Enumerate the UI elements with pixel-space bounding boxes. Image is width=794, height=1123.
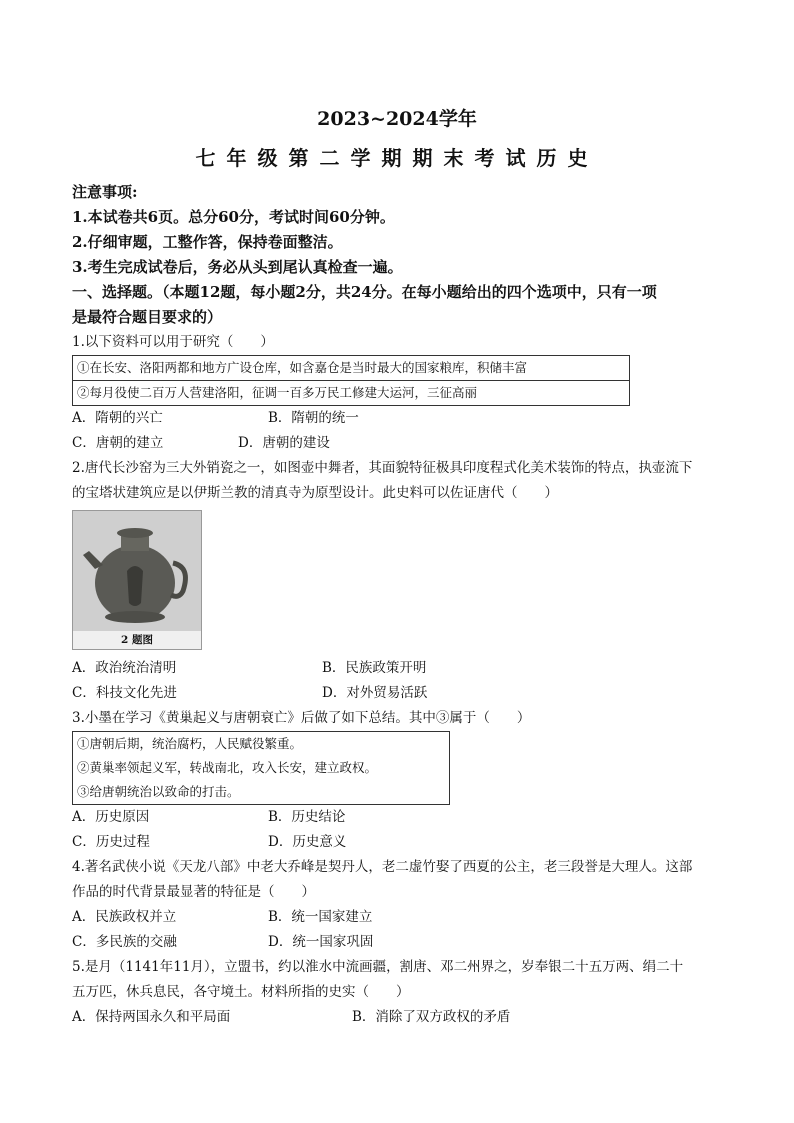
question-4-stem-cont: 作品的时代背景最显著的特征是（ ） (72, 884, 315, 900)
question-3-options-row2 (72, 830, 722, 855)
option-b[interactable]: B．统一国家建立 (268, 909, 373, 925)
ewer-icon (73, 511, 201, 631)
option-d[interactable]: D．对外贸易活跃 (322, 685, 428, 701)
option-c[interactable]: C．多民族的交融 (72, 934, 177, 950)
question-3-material-box (72, 731, 450, 805)
question-2-options-row1 (72, 656, 722, 681)
question-4-options-row1 (72, 905, 722, 930)
notes-heading: 注意事项: (72, 183, 138, 201)
option-a[interactable]: A．历史原因 (72, 809, 150, 825)
option-b[interactable]: B．历史结论 (268, 809, 346, 825)
question-3-options-row1 (72, 805, 722, 830)
option-a[interactable]: A．政治统治清明 (72, 660, 177, 676)
material-item: ②每月役使二百万人营建洛阳，征调一百多万民工修建大运河，三征高丽 (73, 380, 629, 405)
note-item: 1.本试卷共6页。总分60分，考试时间60分钟。 (72, 208, 395, 226)
exam-title: 七年级第二学期期末考试历史 (195, 146, 599, 170)
option-a[interactable]: A．民族政权并立 (72, 909, 177, 925)
question-1-options-row2 (72, 431, 722, 456)
option-d[interactable]: D．唐朝的建设 (238, 435, 330, 451)
option-b[interactable]: B．消除了双方政权的矛盾 (352, 1009, 511, 1025)
question-4-options-row2 (72, 930, 722, 955)
question-3-stem: 3.小墨在学习《黄巢起义与唐朝衰亡》后做了如下总结。其中③属于（ ） (72, 710, 531, 726)
section-heading-cont: 是最符合题目要求的） (72, 308, 223, 326)
question-5-stem-cont: 五万匹，休兵息民，各守境土。材料所指的史实（ ） (72, 984, 410, 1000)
option-c[interactable]: C．历史过程 (72, 834, 150, 850)
option-a[interactable]: A．保持两国永久和平局面 (72, 1009, 231, 1025)
note-item: 3.考生完成试卷后，务必从头到尾认真检查一遍。 (72, 258, 403, 276)
question-1-material-box (72, 355, 630, 406)
ewer-image (72, 510, 202, 650)
question-2-stem-cont: 的宝塔状建筑应是以伊斯兰教的清真寺为原型设计。此史料可以佐证唐代（ ） (72, 485, 558, 501)
option-b[interactable]: B．民族政策开明 (322, 660, 427, 676)
section-heading: 一、选择题。（本题12题，每小题2分，共24分。在每小题给出的四个选项中，只有一项 (72, 283, 657, 301)
question-2-options-row2 (72, 681, 722, 706)
material-item: ①在长安、洛阳两都和地方广设仓库，如含嘉仓是当时最大的国家粮库，积储丰富 (77, 360, 528, 375)
option-d[interactable]: D．统一国家巩固 (268, 934, 374, 950)
question-1-stem: 1.以下资料可以用于研究（ ） (72, 334, 274, 350)
option-d[interactable]: D．历史意义 (268, 834, 347, 850)
question-5-options-row1 (72, 1005, 722, 1030)
image-caption: 2 题图 (73, 631, 201, 649)
material-item: ③给唐朝统治以致命的打击。 (77, 784, 240, 799)
exam-year: 2023~2024学年 (317, 108, 477, 130)
option-b[interactable]: B．隋朝的统一 (268, 410, 359, 426)
question-2-stem: 2.唐代长沙窑为三大外销瓷之一，如图壶中舞者，其面貌特征极具印度程式化美术装饰的特点，执壶流下 (72, 460, 693, 476)
question-4-stem: 4.著名武侠小说《天龙八部》中老大乔峰是契丹人，老二虚竹娶了西夏的公主，老三段誉是大理人。这部 (72, 859, 693, 875)
option-c[interactable]: C．唐朝的建立 (72, 435, 164, 451)
material-item: ①唐朝后期，统治腐朽，人民赋役繁重。 (77, 736, 303, 751)
question-1-options-row1 (72, 406, 722, 431)
exam-body (72, 180, 722, 1030)
note-item: 2.仔细审题，工整作答，保持卷面整洁。 (72, 233, 343, 251)
option-a[interactable]: A．隋朝的兴亡 (72, 410, 163, 426)
question-5-stem: 5.是月（1141年11月），立盟书，约以淮水中流画疆，割唐、邓二州界之，岁奉银二十五万两、绢二十 (72, 959, 684, 975)
material-item: ②黄巢率领起义军，转战南北，攻入长安，建立政权。 (77, 760, 378, 775)
option-c[interactable]: C．科技文化先进 (72, 685, 177, 701)
